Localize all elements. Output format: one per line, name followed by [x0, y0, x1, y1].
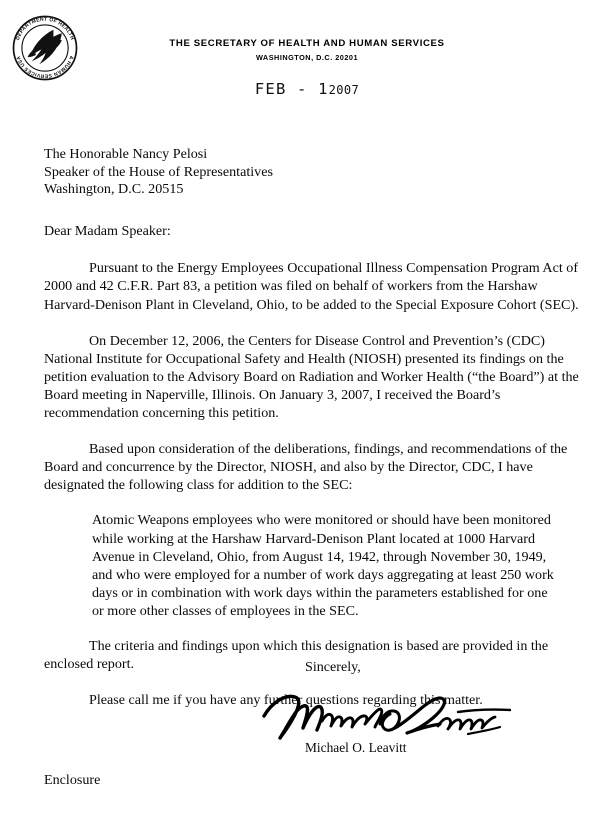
svg-text:& HUMAN SERVICES USA: & HUMAN SERVICES USA	[15, 54, 75, 79]
letter-body	[44, 146, 590, 709]
date-stamp-main: FEB - 1	[254, 80, 329, 98]
salutation: Dear Madam Speaker:	[44, 222, 171, 239]
closing-paragraph-1: The criteria and findings upon which this designation is based are provided in the enclosed report.	[44, 637, 549, 673]
paragraph-1: Pursuant to the Energy Employees Occupational Illness Compensation Program Act of 2000 and 42 C.F.R. Part 83, a petition was filed on behalf of workers from the Harshaw Harvard-Denison Plant in Cleveland, Ohio, to be added to the Special Exposure Cohort (SEC).	[44, 260, 579, 313]
enclosure-note: Enclosure	[44, 772, 101, 788]
date-stamp	[0, 79, 614, 98]
paragraph-3: Based upon consideration of the deliberations, findings, and recommendations of the Board and concurrence by the Director, NIOSH, and also by the Director, CDC, I have designated the following class for addition to the SEC:	[44, 441, 568, 494]
paragraph-2: On December 12, 2006, the Centers for Disease Control and Prevention’s (CDC) National Institute for Occupational Safety and Health (NIOSH) presented its findings on the petition evaluation to the Advisory Board on Radiation and Worker Health (“the Board”) at the Board meeting in Naperville, Illinois. On January 3, 2007, I received the Board’s recommendation concerning this petition.	[44, 332, 579, 422]
agency-location: WASHINGTON, D.C. 20201	[255, 53, 359, 62]
addressee-block	[44, 146, 590, 199]
agency-heading	[0, 38, 614, 63]
designated-class-block: Atomic Weapons employees who were monitored or should have been monitored while working at the Harshaw Harvard-Denison Plant located at 1000 Harvard Avenue in Cleveland, Ohio, from August 14, 1942, through November 30, 1949, and who were employed for a number of work days aggregating at least 250 work days or in combination with work days within the parameters established for one or more other classes of employees in the SEC.	[92, 512, 554, 619]
letterhead	[0, 0, 614, 120]
agency-title: THE SECRETARY OF HEALTH AND HUMAN SERVICES	[169, 38, 445, 49]
addressee-line-1: The Honorable Nancy Pelosi	[44, 146, 208, 162]
signer-name: Michael O. Leavitt	[305, 740, 407, 755]
addressee-line-2: Speaker of the House of Representatives	[44, 163, 273, 180]
closing-paragraph-2: Please call me if you have any further questions regarding this matter.	[89, 692, 483, 709]
addressee-line-3: Washington, D.C. 20515	[44, 181, 184, 198]
closing-word: Sincerely,	[305, 659, 361, 675]
date-stamp-year: 2007	[328, 83, 360, 97]
svg-text:DEPARTMENT OF HEALTH: DEPARTMENT OF HEALTH	[14, 16, 76, 42]
